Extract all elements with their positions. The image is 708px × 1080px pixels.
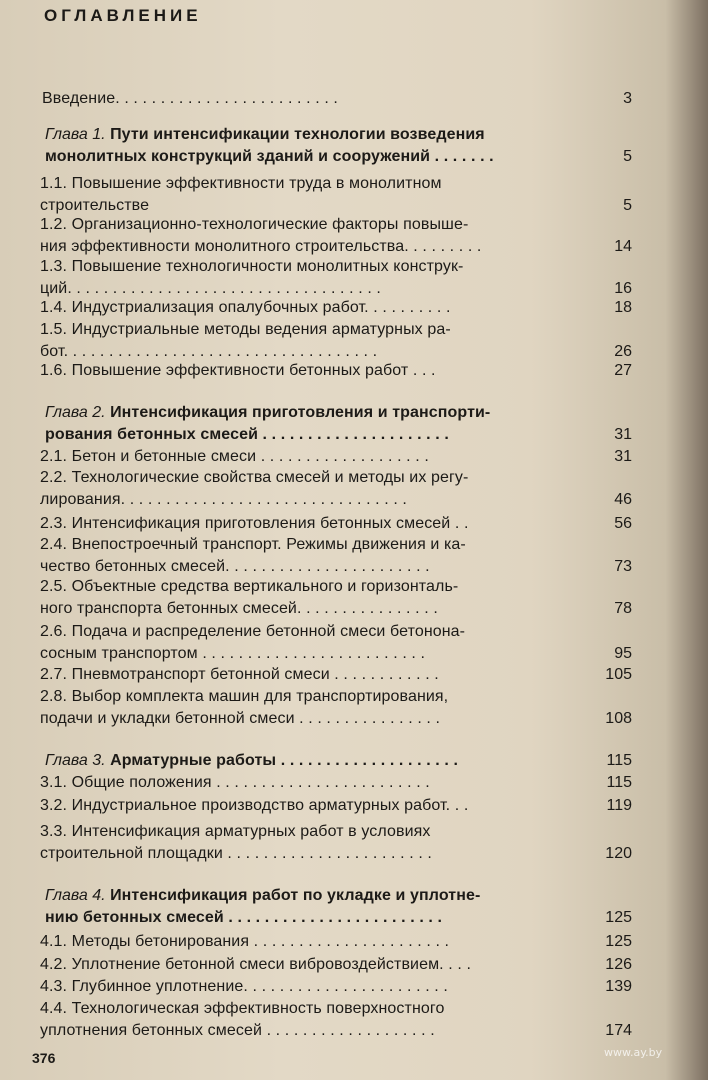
toc-line — [40, 297, 451, 319]
toc-line — [40, 489, 407, 511]
entry-title-line: 1.4. Индустриализация опалубочных работ. . . . . . . . . . — [40, 299, 451, 316]
entry-page-number: 174 — [605, 1022, 632, 1039]
entry-page-number: 95 — [614, 645, 632, 662]
entry-title-line: лирования. . . . . . . . . . . . . . . . . . . . . . . . . . . . . . . . — [40, 491, 407, 508]
toc-line — [40, 534, 466, 556]
entry-page-number: 56 — [614, 515, 632, 532]
entry-title-line: 2.6. Подача и распределение бетонной смеси бетонона- — [40, 623, 466, 640]
entry-page-number: 126 — [605, 956, 632, 973]
entry-page-number: 5 — [623, 197, 632, 214]
entry-title-line: Интенсификация приготовления и транспорти- — [110, 404, 491, 421]
entry-page-number: 26 — [614, 343, 632, 360]
entry-title-line: чество бетонных смесей. . . . . . . . . . . . . . . . . . . . . . . — [40, 558, 430, 575]
entry-title-line: 2.4. Внепостроечный транспорт. Режимы движения и ка- — [40, 536, 466, 553]
toc-line — [40, 360, 436, 382]
toc-line — [40, 772, 430, 794]
entry-page-number: 16 — [614, 280, 632, 297]
chapter-label: Глава 3. — [45, 752, 106, 769]
toc-line — [40, 236, 481, 258]
toc-line — [42, 88, 338, 110]
entry-page-number: 108 — [605, 710, 632, 727]
entry-title-line: 3.3. Интенсификация арматурных работ в условиях — [40, 823, 431, 840]
toc-line — [45, 424, 449, 446]
entry-page-number: 125 — [605, 933, 632, 950]
entry-page-number: 120 — [605, 845, 632, 862]
toc-line — [40, 708, 440, 730]
toc-line — [40, 795, 468, 817]
chapter-label: Глава 1. — [45, 126, 106, 143]
toc-line — [40, 319, 451, 341]
entry-title-line: ций. . . . . . . . . . . . . . . . . . . . . . . . . . . . . . . . . . . — [40, 280, 381, 297]
toc-line — [40, 446, 429, 468]
chapter-label: Глава 4. — [45, 887, 106, 904]
entry-title-line: 2.8. Выбор комплекта машин для транспортирования, — [40, 688, 449, 705]
toc-line — [40, 214, 468, 236]
page-heading: ОГЛАВЛЕНИЕ — [44, 6, 202, 25]
entry-page-number: 115 — [606, 774, 632, 791]
entry-title-line: 1.2. Организационно-технологические факторы повыше- — [40, 216, 469, 233]
toc-line — [40, 643, 425, 665]
watermark: www.ay.by — [604, 1046, 663, 1059]
entry-title-line: рования бетонных смесей . . . . . . . . . . . . . . . . . . . . . — [45, 426, 449, 443]
toc-line — [40, 954, 471, 976]
entry-page-number: 14 — [614, 238, 632, 255]
entry-page-number: 18 — [614, 299, 632, 316]
entry-page-number: 105 — [605, 666, 632, 683]
toc-line — [40, 621, 465, 643]
entry-title-line: сосным транспортом . . . . . . . . . . . . . . . . . . . . . . . . . — [40, 645, 426, 662]
entry-title-line: 2.2. Технологические свойства смесей и методы их регу- — [40, 469, 469, 486]
toc-line — [40, 556, 430, 578]
entry-title-line: Арматурные работы . . . . . . . . . . . . . . . . . . . . — [110, 752, 459, 769]
entry-title-line: 2.3. Интенсификация приготовления бетонных смесей . . — [40, 515, 469, 532]
entry-title-line: 1.6. Повышение эффективности бетонных работ . . . — [40, 362, 436, 379]
entry-title-line: ния эффективности монолитного строительства. . . . . . . . . — [40, 238, 482, 255]
toc-line — [45, 402, 490, 424]
entry-title-line: нию бетонных смесей . . . . . . . . . . . . . . . . . . . . . . . . — [45, 909, 443, 926]
toc-line — [40, 843, 432, 865]
entry-title-line: 1.3. Повышение технологичности монолитных конструк- — [40, 258, 464, 275]
entry-title-line: 4.1. Методы бетонирования . . . . . . . . . . . . . . . . . . . . . . — [40, 933, 450, 950]
entry-title-line: строительстве — [40, 197, 150, 214]
entry-page-number: 115 — [606, 752, 632, 769]
entry-title-line: Интенсификация работ по укладке и уплотне- — [110, 887, 481, 904]
toc-line — [40, 173, 442, 195]
entry-title-line: 3.1. Общие положения . . . . . . . . . . . . . . . . . . . . . . . . — [40, 774, 430, 791]
entry-page-number: 31 — [614, 426, 632, 443]
toc-line — [40, 976, 448, 998]
entry-title-line: ного транспорта бетонных смесей. . . . . . . . . . . . . . . . — [40, 600, 438, 617]
entry-page-number: 5 — [623, 148, 632, 165]
entry-page-number: 73 — [614, 558, 632, 575]
toc-line — [45, 124, 485, 146]
entry-page-number: 125 — [605, 909, 632, 926]
toc-line — [40, 931, 449, 953]
toc-line — [45, 750, 458, 772]
toc-line — [40, 256, 463, 278]
entry-title-line: Пути интенсификации технологии возведения — [110, 126, 485, 143]
entry-title-line: уплотнения бетонных смесей . . . . . . . . . . . . . . . . . . . — [40, 1022, 435, 1039]
entry-title-line: 1.5. Индустриальные методы ведения арматурных ра- — [40, 321, 451, 338]
entry-page-number: 31 — [614, 448, 632, 465]
toc-line — [40, 821, 430, 843]
toc-line — [40, 664, 439, 686]
entry-page-number: 27 — [614, 362, 632, 379]
entry-title-line: 4.3. Глубинное уплотнение. . . . . . . . . . . . . . . . . . . . . . . — [40, 978, 448, 995]
chapter-label: Глава 2. — [45, 404, 106, 421]
page-number: 376 — [32, 1050, 56, 1066]
toc-line — [40, 576, 458, 598]
entry-page-number: 78 — [614, 600, 632, 617]
entry-page-number: 119 — [606, 797, 632, 814]
toc-line — [40, 686, 448, 708]
entry-title-line: подачи и укладки бетонной смеси . . . . . . . . . . . . . . . . — [40, 710, 441, 727]
entry-title-line: 2.7. Пневмотранспорт бетонной смеси . . . . . . . . . . . . — [40, 666, 439, 683]
toc-line — [40, 598, 438, 620]
toc-line — [45, 885, 480, 907]
toc-line — [40, 467, 468, 489]
entry-title-line: 3.2. Индустриальное производство арматурных работ. . . — [40, 797, 469, 814]
entry-title-line: 1.1. Повышение эффективности труда в монолитном — [40, 175, 442, 192]
entry-title-line: 4.2. Уплотнение бетонной смеси вибровоздействием. . . . — [40, 956, 471, 973]
entry-title-line: бот. . . . . . . . . . . . . . . . . . . . . . . . . . . . . . . . . . . — [40, 343, 378, 360]
entry-title-line: 2.5. Объектные средства вертикального и горизонталь- — [40, 578, 459, 595]
toc-line — [45, 907, 442, 929]
entry-title-line: монолитных конструкций зданий и сооружений . . . . . . . — [45, 148, 494, 165]
entry-page-number: 139 — [605, 978, 632, 995]
entry-title-line: строительной площадки . . . . . . . . . . . . . . . . . . . . . . . — [40, 845, 432, 862]
toc-line — [40, 513, 469, 535]
toc-line — [40, 1020, 435, 1042]
entry-title-line: 4.4. Технологическая эффективность поверхностного — [40, 1000, 445, 1017]
entry-page-number: 46 — [614, 491, 632, 508]
toc-line — [40, 998, 444, 1020]
entry-title-line: 2.1. Бетон и бетонные смеси . . . . . . . . . . . . . . . . . . . — [40, 448, 429, 465]
entry-title-line: Введение. . . . . . . . . . . . . . . . . . . . . . . . . — [42, 90, 338, 107]
toc-line — [45, 146, 494, 168]
entry-page-number: 3 — [623, 90, 632, 107]
